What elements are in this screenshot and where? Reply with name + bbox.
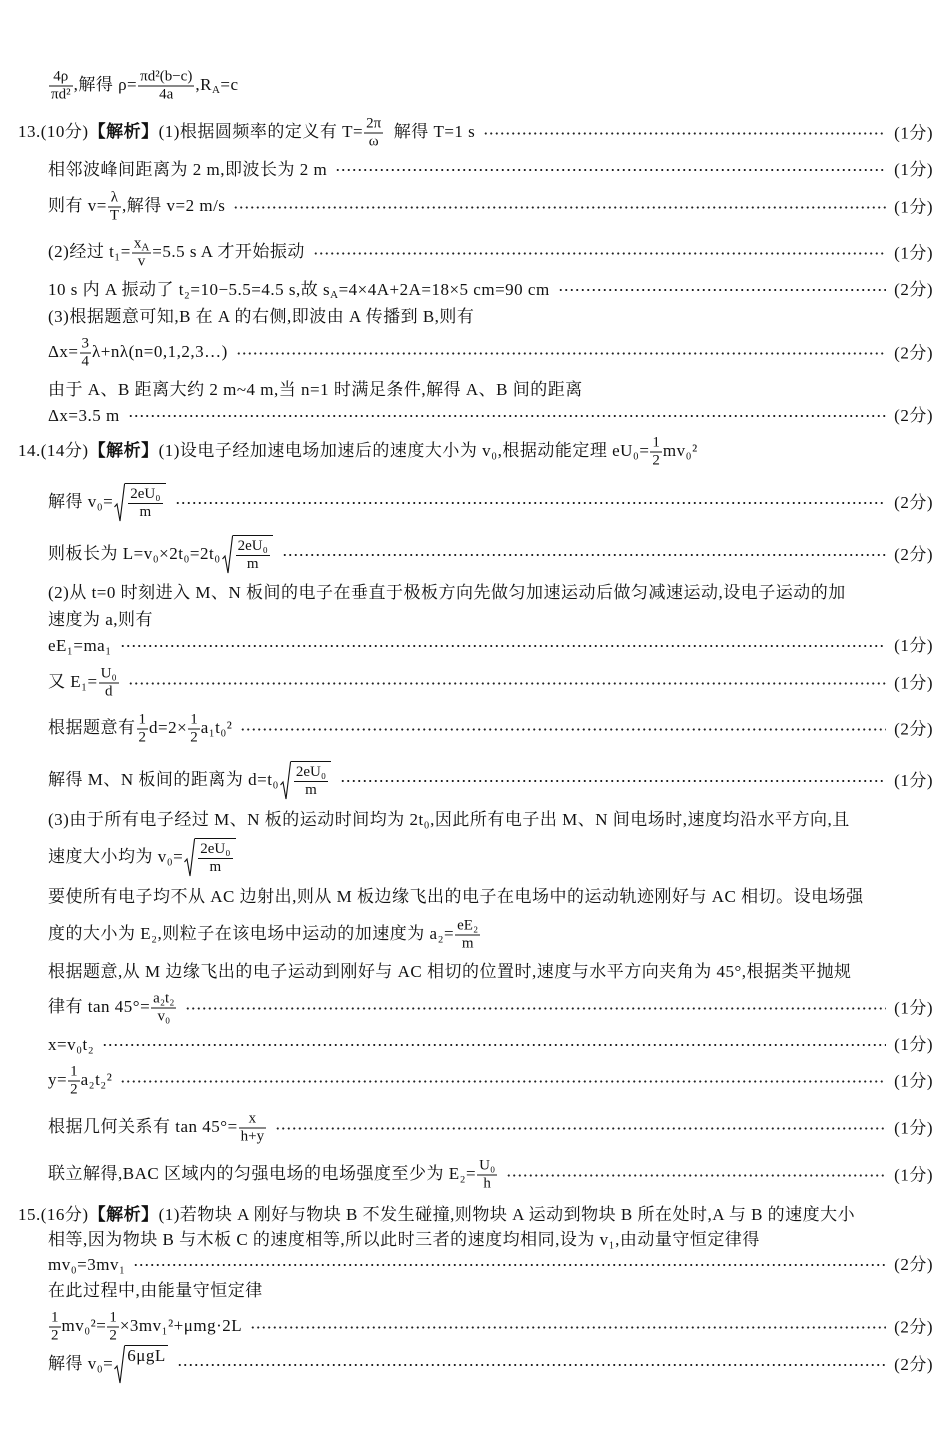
dot-leader	[120, 644, 887, 648]
denominator: m	[294, 781, 328, 799]
dot-leader	[120, 1079, 886, 1083]
line-content	[48, 918, 481, 953]
denominator: 2	[109, 1327, 117, 1344]
score: (2分)	[894, 280, 933, 299]
q13-line-5	[48, 280, 933, 300]
line-content	[48, 1158, 498, 1193]
text: 由于 A、B 距离大约 2 m~4 m,当 n=1 时满足条件,解得 A、B 间的距离	[48, 380, 583, 399]
denominator: ω	[364, 133, 383, 151]
dot-leader	[335, 168, 886, 172]
text: 度的大小为 E₂,则粒子在该电场中运动的加速度为 a₂=	[48, 923, 455, 943]
text: ×3mv₁²+μmg·2L	[119, 1315, 243, 1335]
subscript: A	[330, 289, 339, 300]
fraction	[68, 1064, 80, 1099]
dot-leader	[313, 251, 886, 255]
text: 相邻波峰间距离为 2 m,即波长为 2 m	[48, 160, 328, 179]
text: =c	[220, 74, 239, 94]
line-content	[18, 1205, 855, 1225]
analysis-label: 【解析】	[88, 121, 159, 141]
line-content	[18, 116, 475, 151]
dot-leader	[340, 779, 886, 783]
q14-line-9	[48, 761, 933, 801]
text: 根据题意有	[48, 717, 136, 737]
text: (3)由于所有电子经过 M、N 板的运动时间均为 2t₀,因此所有电子出 M、N 间电场时,速度均沿水平方向,且	[48, 810, 850, 829]
text: d=2×	[149, 717, 188, 737]
denominator: 2	[190, 729, 198, 746]
fraction	[239, 1111, 266, 1146]
text: (1)设电子经加速电场加速后的速度大小为 v₀,根据动能定理 eU₀=	[158, 440, 650, 460]
score: (2分)	[894, 343, 933, 362]
numerator: 3	[81, 335, 90, 352]
radical-sign	[184, 838, 195, 878]
q14-line-15	[48, 991, 933, 1026]
q15-line-6	[48, 1345, 933, 1385]
line-content	[48, 160, 327, 180]
text: a₁t₀²	[200, 717, 233, 737]
line-content	[48, 483, 167, 523]
denominator: d	[99, 683, 119, 701]
q14-line-19	[48, 1158, 933, 1193]
text: 又 E₁=	[48, 671, 98, 691]
q13-line-7	[48, 336, 933, 371]
denominator: T	[109, 207, 120, 224]
score: (1分)	[894, 771, 933, 790]
square-root	[280, 761, 331, 801]
score: (2分)	[894, 406, 933, 425]
text: =5.5 s A 才开始振动	[152, 241, 305, 261]
dot-leader	[175, 501, 887, 505]
numerator: λ	[110, 189, 119, 206]
dot-leader	[177, 1363, 886, 1367]
line-content	[48, 1345, 169, 1385]
line-content	[48, 1230, 760, 1250]
text: 解得 v₀=	[48, 491, 114, 511]
q14-line-11	[48, 838, 933, 878]
score: (1分)	[894, 998, 933, 1017]
square-root	[222, 535, 273, 575]
q15-line-1	[18, 1205, 933, 1225]
text: 解得 v₀=	[48, 1353, 114, 1373]
line-content	[48, 1035, 94, 1055]
text: 解得 M、N 板间的距离为 d=t₀	[48, 769, 279, 789]
dot-leader	[250, 1325, 886, 1329]
line-content	[48, 610, 153, 630]
fraction	[80, 336, 92, 371]
question-number: 15.(16分)	[18, 1205, 89, 1224]
numerator: eE₂	[457, 917, 479, 934]
text: 根据几何关系有 tan 45°=	[48, 1116, 238, 1136]
dot-leader	[506, 1173, 886, 1177]
q14-line-6	[48, 636, 933, 656]
text: 10 s 内 A 振动了 t₂=10−5.5=4.5 s,故 s	[48, 280, 331, 299]
score: (1分)	[894, 1071, 933, 1090]
denominator: 4	[81, 353, 90, 370]
numerator-text: x	[133, 235, 142, 252]
numerator: 4ρ	[53, 68, 69, 85]
numerator: U₀	[100, 665, 117, 682]
text: mv₀²	[662, 440, 698, 460]
text: 联立解得,BAC 区域内的匀强电场的电场强度至少为 E₂=	[48, 1163, 477, 1183]
score: (1分)	[894, 123, 933, 142]
fraction	[151, 991, 176, 1026]
line-content	[48, 962, 852, 982]
text: 律有 tan 45°=	[48, 996, 151, 1016]
line-content	[48, 406, 120, 426]
line-content	[48, 280, 550, 300]
text: Δx=	[48, 341, 79, 361]
score: (2分)	[894, 493, 933, 512]
score: (1分)	[894, 636, 933, 655]
q14-line-16	[48, 1035, 933, 1055]
line-content	[48, 887, 864, 907]
fraction	[477, 1158, 497, 1193]
score: (1分)	[894, 1165, 933, 1184]
text: 则板长为 L=v₀×2t₀=2t₀	[48, 543, 221, 563]
text: Δx=3.5 m	[48, 406, 120, 425]
text: ,解得 ρ=	[73, 74, 138, 94]
radicand	[233, 535, 273, 575]
radical-sign	[222, 535, 233, 575]
text: mv₀=3mv₁	[48, 1255, 126, 1274]
numerator: 2eU₀	[237, 538, 268, 554]
numerator: 1	[109, 1309, 117, 1326]
score: (2分)	[894, 1255, 933, 1274]
q14-line-12	[48, 887, 933, 907]
numerator: 2eU₀	[295, 764, 327, 780]
text: 速度为 a,则有	[48, 610, 154, 629]
line-content	[48, 1310, 242, 1345]
line-content	[48, 535, 274, 575]
numerator: 1	[138, 711, 146, 728]
text: 根据题意,从 M 边缘飞出的电子运动到刚好与 AC 相切的位置时,速度与水平方向夹角为 45°,根据类平抛规	[48, 962, 852, 981]
numerator: 1	[652, 434, 660, 451]
dot-leader	[133, 1263, 886, 1267]
denominator: 2	[70, 1081, 78, 1098]
q13-line-4	[48, 236, 933, 271]
fraction	[364, 116, 383, 151]
fraction	[236, 538, 270, 573]
q14-line-13	[48, 918, 933, 953]
line-content	[48, 336, 228, 371]
numerator: 1	[70, 1063, 78, 1080]
denominator: m	[128, 503, 162, 521]
text: a₂t₂²	[80, 1069, 113, 1089]
text: (2)从 t=0 时刻进入 M、N 板间的电子在垂直于极板方向先做匀加速运动后做匀减速运动,设电子运动的加	[48, 583, 846, 602]
fraction	[198, 841, 232, 876]
denominator: 2	[138, 729, 146, 746]
numerator: U₀	[479, 1157, 496, 1174]
denominator: h+y	[240, 1128, 265, 1145]
q13-line-2	[48, 160, 933, 180]
subscript: A	[141, 241, 150, 254]
text: ,R	[195, 74, 212, 94]
score: (1分)	[894, 197, 933, 216]
line-content	[48, 761, 332, 801]
fraction	[137, 712, 149, 747]
score: (1分)	[894, 160, 933, 179]
q15-line-4	[48, 1281, 933, 1301]
q14-line-7	[48, 666, 933, 701]
square-root	[114, 483, 165, 523]
fraction	[108, 190, 121, 225]
dot-leader	[483, 131, 886, 135]
line-content	[48, 1281, 263, 1301]
line-content	[48, 712, 232, 747]
text: (3)根据题意可知,B 在 A 的右侧,即波由 A 传播到 B,则有	[48, 307, 475, 326]
text: (1)根据圆频率的定义有 T=	[158, 121, 364, 141]
dot-leader	[185, 1006, 886, 1010]
score: (1分)	[894, 673, 933, 692]
fraction	[132, 236, 151, 271]
denominator: 4a	[138, 86, 194, 104]
q15-line-5	[48, 1310, 933, 1345]
question-number: 13.(10分)	[18, 121, 89, 141]
analysis-label: 【解析】	[88, 1205, 159, 1224]
q15-line-2	[48, 1230, 933, 1250]
text: (1)若物块 A 刚好与物块 B 不发生碰撞,则物块 A 运动到物块 B 所在处时,A 与 B 的速度大小	[158, 1205, 856, 1224]
q14-line-10	[48, 810, 933, 830]
text: eE₁=ma₁	[48, 636, 112, 655]
score: (2分)	[894, 1317, 933, 1336]
fraction	[188, 712, 200, 747]
q14-line-18	[48, 1111, 933, 1146]
line-content	[18, 435, 698, 470]
q13-line-1	[18, 116, 933, 151]
subscript: A	[211, 83, 221, 96]
q13-line-3	[48, 190, 933, 225]
fraction	[128, 486, 162, 521]
dot-leader	[233, 205, 886, 209]
fraction	[650, 435, 662, 470]
line-content	[48, 69, 239, 104]
fraction	[138, 69, 194, 104]
question-number: 14.(14分)	[18, 440, 89, 460]
denominator: m	[236, 555, 270, 573]
line-content	[48, 666, 120, 701]
q14-line-17	[48, 1064, 933, 1099]
text: y=	[48, 1069, 68, 1089]
q13-line-8	[48, 380, 933, 400]
score: (2分)	[894, 1355, 933, 1374]
line-content	[48, 838, 237, 878]
score: (1分)	[894, 243, 933, 262]
line-content	[48, 380, 583, 400]
q14-line-3	[48, 535, 933, 575]
line-content	[48, 1064, 112, 1099]
line-content	[48, 991, 177, 1026]
radicand	[125, 483, 165, 523]
denominator: m	[198, 858, 232, 876]
q14-line-8	[48, 712, 933, 747]
numerator: 2eU₀	[130, 486, 161, 502]
denominator: v	[132, 253, 151, 271]
q14-line-2	[48, 483, 933, 523]
text: mv₀²=	[61, 1315, 107, 1335]
denominator: v₀	[151, 1008, 176, 1026]
q13-line-6	[48, 307, 933, 327]
numerator	[132, 236, 151, 253]
dot-leader	[236, 351, 886, 355]
line-content	[48, 636, 112, 656]
dot-leader	[275, 1126, 886, 1130]
text: 相等,因为物块 B 与木板 C 的速度相等,所以此时三者的速度均相同,设为 v₁,由动量守恒定律得	[48, 1230, 760, 1249]
carryover-line	[48, 69, 933, 104]
denominator: 2	[652, 452, 660, 469]
text: 速度大小均为 v₀=	[48, 846, 184, 866]
q14-line-1	[18, 435, 933, 470]
numerator: x	[248, 1110, 257, 1127]
numerator: 2eU₀	[200, 841, 231, 857]
analysis-label: 【解析】	[88, 440, 159, 460]
dot-leader	[128, 414, 886, 418]
denominator: h	[477, 1175, 497, 1193]
line-content	[48, 236, 305, 271]
numerator: 2π	[366, 115, 382, 132]
line-content	[48, 583, 846, 603]
denominator: m	[455, 935, 480, 953]
radical-sign	[280, 761, 291, 801]
line-content	[48, 810, 850, 830]
q14-line-4	[48, 583, 933, 603]
score: (2分)	[894, 719, 933, 738]
line-content	[48, 1255, 125, 1275]
text: 则有 v=	[48, 195, 107, 215]
line-content	[48, 1111, 267, 1146]
text: (2)经过 t₁=	[48, 241, 131, 261]
fraction	[49, 69, 73, 104]
dot-leader	[282, 553, 886, 557]
fraction	[49, 1310, 61, 1345]
q14-line-14	[48, 962, 933, 982]
numerator: πd²(b−c)	[140, 68, 193, 85]
text: 解得 T=1 s	[384, 121, 476, 141]
text: ,解得 v=2 m/s	[122, 195, 226, 215]
radical-sign	[114, 1345, 125, 1385]
score: (2分)	[894, 545, 933, 564]
score: (1分)	[894, 1118, 933, 1137]
dot-leader	[102, 1043, 886, 1047]
dot-leader	[128, 681, 886, 685]
line-content	[48, 307, 474, 327]
dot-leader	[558, 288, 886, 292]
score: (1分)	[894, 1035, 933, 1054]
square-root	[114, 1345, 168, 1385]
radicand	[195, 838, 235, 878]
fraction	[107, 1310, 119, 1345]
q13-line-9	[48, 406, 933, 426]
text: =4×4A+2A=18×5 cm=90 cm	[338, 280, 550, 299]
radical-sign	[114, 483, 125, 523]
square-root	[184, 838, 235, 878]
q15-line-3	[48, 1255, 933, 1275]
text: 要使所有电子均不从 AC 边射出,则从 M 板边缘飞出的电子在电场中的运动轨迹刚好与 AC 相切。设电场强	[48, 887, 864, 906]
line-content	[48, 190, 225, 225]
radicand	[291, 761, 331, 801]
radicand: 6μgL	[125, 1345, 168, 1385]
text: 在此过程中,由能量守恒定律	[48, 1281, 263, 1300]
text: x=v₀t₂	[48, 1035, 95, 1054]
dot-leader	[240, 727, 886, 731]
numerator: a₂t₂	[153, 990, 175, 1007]
denominator: 2	[51, 1327, 59, 1344]
fraction	[294, 764, 328, 799]
numerator: 1	[190, 711, 198, 728]
fraction	[99, 666, 119, 701]
denominator: πd²	[51, 86, 71, 103]
q14-line-5	[48, 610, 933, 630]
text: λ+nλ(n=0,1,2,3…)	[92, 341, 228, 361]
numerator: 1	[51, 1309, 59, 1326]
fraction	[455, 918, 480, 953]
